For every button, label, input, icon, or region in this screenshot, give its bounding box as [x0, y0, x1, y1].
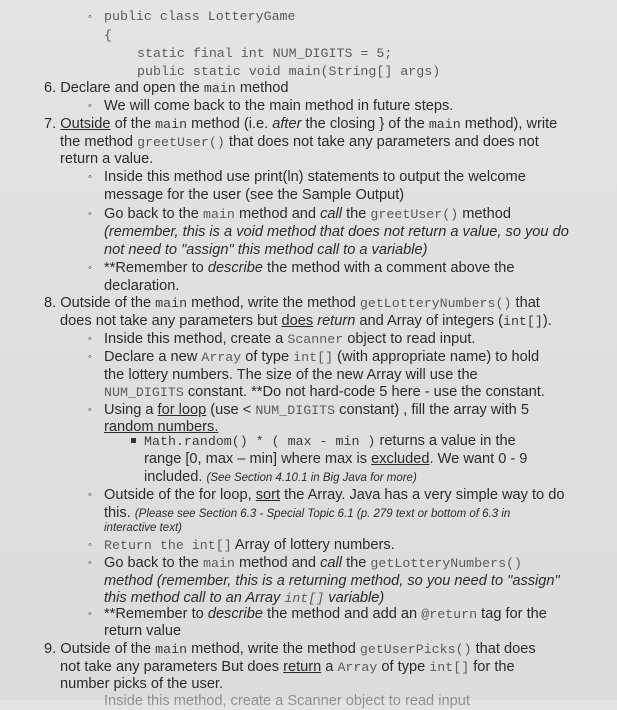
step-6-sub: We will come back to the main method in future steps. [104, 98, 454, 114]
step-8-bullet-3: Using a for loop (use < NUM_DIGITS constant) , fill the array with 5 [104, 402, 529, 418]
step-8-bullet-6-cont: method (remember, this is a returning method, so you need to "assign" [104, 573, 560, 589]
step-7-bullet-2-cont2: not need to "assign" this method call to a variable) [104, 242, 428, 258]
step-7-bullet-1: Inside this method use print(ln) statements to output the welcome [104, 169, 526, 185]
step-9-bullet-cut: Inside this method, create a Scanner object to read input [104, 693, 470, 709]
step-8-bullet-2: Declare a new Array of type int[] (with appropriate name) to hold [104, 349, 540, 365]
step-7-bullet-3-cont: declaration. [104, 278, 180, 294]
bullet: ◦ [88, 171, 92, 183]
step-6: 6. Declare and open the main method [44, 80, 289, 96]
step-8-bullet-7-cont: return value [104, 623, 182, 639]
step-7-bullet-1-cont: message for the user (see the Sample Output) [104, 187, 405, 203]
step-9: 9. Outside of the main method, write the method getUserPicks() that does [44, 641, 536, 657]
bullet: ◦ [88, 351, 92, 363]
bullet: ◦ [88, 489, 92, 501]
step-8-bullet-4: Outside of the for loop, sort the Array. Java has a very simple way to do [104, 487, 565, 503]
step-8-bullet-1: Inside this method, create a Scanner object to read input. [104, 331, 476, 347]
bullet: ◦ [88, 262, 92, 274]
code-line-class: public class LotteryGame [104, 9, 296, 24]
step-8-subbullet-cont: range [0, max – min] where max is excluded. We want 0 - 9 [144, 451, 528, 467]
step-8-bullet-3-cont: random numbers. [104, 419, 219, 435]
step-8-line2: does not take any parameters but does return and Array of integers (int[]). [60, 313, 552, 329]
bullet: ◦ [88, 404, 92, 416]
code-line-const: static final int NUM_DIGITS = 5; [137, 46, 393, 61]
step-7: 7. Outside of the main method (i.e. after the closing } of the main method), write [44, 116, 558, 132]
bullet: ◦ [88, 333, 92, 345]
step-8-bullet-6-cont2: this method call to an Array int[] variable) [104, 590, 385, 606]
code-line-brace: { [104, 28, 112, 43]
step-7-bullet-3: **Remember to describe the method with a comment above the [104, 260, 515, 276]
step-9-line2: not take any parameters But does return a Array of type int[] for the [60, 659, 515, 675]
step-8-bullet-4-cont: this. (Please see Section 6.3 - Special Topic 6.1 (p. 279 text or bottom of 6.3 in [104, 505, 511, 521]
bullet: ◦ [88, 11, 92, 23]
bullet: ◦ [88, 539, 92, 551]
step-8-bullet-6: Go back to the main method and call the getLotteryNumbers() [104, 555, 523, 571]
bullet: ◦ [88, 100, 92, 112]
step-8-bullet-4-cont2: interactive text) [104, 522, 182, 534]
bullet: ◦ [88, 608, 92, 620]
step-8-subbullet-cont2: included. (See Section 4.10.1 in Big Java for more) [144, 469, 417, 485]
step-8-subbullet: Math.random() * ( max - min ) returns a value in the [144, 433, 516, 449]
step-7-line3: return a value. [60, 151, 154, 167]
step-7-bullet-2-cont: (remember, this is a void method that does not return a value, so you do [104, 224, 569, 240]
step-8: 8. Outside of the main method, write the method getLotteryNumbers() that [44, 295, 540, 311]
square-bullet [131, 438, 136, 443]
bullet: ◦ [88, 557, 92, 569]
step-7-bullet-2: Go back to the main method and call the greetUser() method [104, 206, 511, 222]
step-8-bullet-2-cont: the lottery numbers. The size of the new Array will use the [104, 367, 478, 383]
step-8-bullet-2-cont2: NUM_DIGITS constant. **Do not hard-code 5 here - use the constant. [104, 384, 545, 400]
step-8-bullet-7: **Remember to describe the method and add an @return tag for the [104, 606, 547, 622]
bullet: ◦ [88, 208, 92, 220]
step-9-line3: number picks of the user. [60, 676, 224, 692]
step-8-bullet-5: Return the int[] Array of lottery numbers. [104, 537, 395, 553]
code-line-main: public static void main(String[] args) [137, 64, 441, 79]
step-7-line2: the method greetUser() that does not take any parameters and does not [60, 134, 539, 150]
